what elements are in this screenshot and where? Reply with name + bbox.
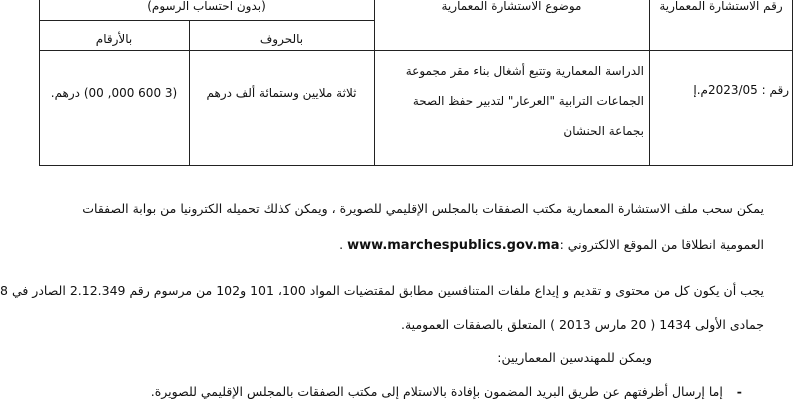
list-item [42,383,742,401]
table-border-bottom [39,165,793,166]
list-item-text: إما إرسال أظرفتهم عن طريق البريد المضمون بإفادة بالاستلام إلى مكتب الصفقات بالمجلس الإقليمي للصويرة. [150,384,723,399]
list-dash: - [736,384,742,399]
paragraph-architects-intro: ويمكن للمهندسين المعماريين: [497,350,652,365]
paragraph-download-prefix: العمومية انطلاقا من الموقع الالكتروني : [559,237,764,252]
paragraph-regulation-line2: جمادى الأولى 1434 ( 20 مارس 2013 ) المتعلق بالصفقات العمومية. [401,317,764,332]
header-fees: (بدون احتساب الرسوم) [147,0,266,13]
subheader-letters: بالحروف [259,32,304,46]
amount-letters-cell: ثلاثة ملايين وستمائة ألف درهم [206,86,357,100]
header-reference: رقم الاستشارة المعمارية [659,0,783,13]
table-border-left [39,0,40,166]
reference-cell: رقم : 2023/05م.إ [693,83,789,97]
header-subject: موضوع الاستشارة المعمارية [441,0,582,13]
paragraph-download-line2 [24,236,764,255]
table-divider [39,50,793,51]
table-divider [374,0,375,166]
table-divider [649,0,650,166]
table-divider [39,20,374,21]
paragraph-download-suffix: . [339,237,348,252]
portal-url-link[interactable]: www.marchespublics.gov.ma [347,238,560,253]
subheader-digits: بالأرقام [95,32,133,46]
table-border-right [792,0,793,166]
paragraph-download-line1: يمكن سحب ملف الاستشارة المعمارية مكتب الصفقات بالمجلس الإقليمي للصويرة ، ويمكن كذلك تحميله الكترونيا من بوابة الصفقات [82,201,764,216]
paragraph-regulation-line1: يجب أن يكون كل من محتوى و تقديم و إيداع ملفات المتنافسين مطابق لمقتضيات المواد 100، 101 و102 من مرسوم رقم 2.12.349 الصادر في 8 [0,283,764,298]
document-page [2,0,802,400]
amount-digits-cell: (3 600 000, 00) درهم. [50,86,178,100]
consultation-table [39,0,793,166]
subject-line: الدراسة المعمارية وتتبع أشغال بناء مقر مجموعة [405,64,644,78]
subject-line: الجماعات الترابية "العرعار" لتدبير حفظ الصحة [412,94,644,108]
subject-cell [379,56,644,146]
subject-line: بجماعة الحنشان [563,124,644,138]
